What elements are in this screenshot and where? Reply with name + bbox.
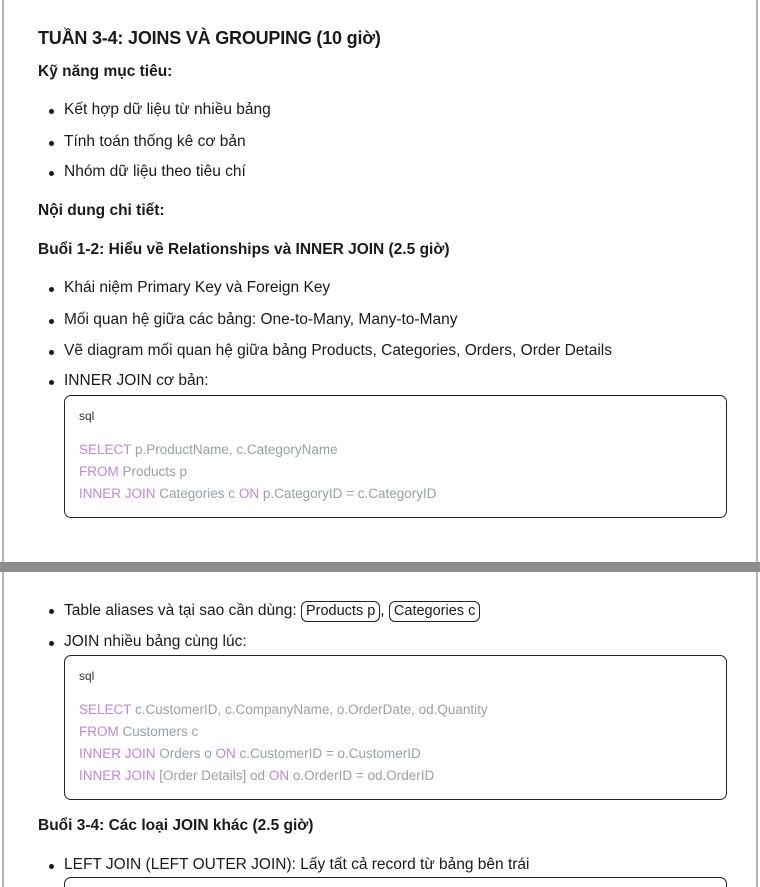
code-line [79, 743, 421, 765]
skills-heading: Kỹ năng mục tiêu: [38, 63, 173, 80]
code-keyword: SELECT [79, 442, 132, 457]
aliases-text: Table aliases và tại sao cần dùng: [64, 602, 301, 619]
list-item: Khái niệm Primary Key và Foreign Key [64, 279, 331, 296]
week-title: TUẦN 3-4: JOINS VÀ GROUPING (10 giờ) [38, 28, 381, 48]
code-keyword: FROM [79, 724, 119, 739]
code-text: Orders o [155, 746, 216, 761]
code-text: Products p [118, 464, 188, 479]
code-keyword: ON [238, 486, 260, 501]
code-language-label: sql [79, 409, 95, 423]
session-3-4-heading: Buổi 3-4: Các loại JOIN khác (2.5 giờ) [38, 817, 314, 834]
code-block-partial [64, 877, 727, 887]
code-line [79, 439, 338, 461]
code-keyword: INNER JOIN [79, 486, 156, 501]
page-edge [756, 0, 758, 562]
document-page-1 [2, 0, 758, 562]
list-item: Mối quan hệ giữa các bảng: One-to-Many, Many-to-Many [64, 311, 458, 328]
document-page-2 [2, 572, 758, 887]
code-text: o.OrderID = od.OrderID [289, 768, 435, 783]
details-heading: Nội dung chi tiết: [38, 202, 165, 219]
code-text: c.CustomerID, c.CompanyName, o.OrderDate, od.Quantity [131, 702, 488, 717]
code-text: [Order Details] od [155, 768, 269, 783]
page-edge [2, 572, 4, 887]
list-item: Kết hợp dữ liệu từ nhiều bảng [64, 101, 271, 118]
page-edge [756, 572, 758, 887]
list-item: Vẽ diagram mối quan hệ giữa bảng Products, Categories, Orders, Order Details [64, 342, 612, 359]
inline-code: Categories c [389, 601, 480, 622]
code-line [79, 721, 198, 743]
code-text: Customers c [118, 724, 199, 739]
code-keyword: INNER JOIN [79, 768, 156, 783]
code-text: Categories c [155, 486, 239, 501]
code-line [79, 765, 434, 787]
code-line [79, 699, 488, 721]
code-block-multi-join [64, 655, 727, 800]
code-keyword: INNER JOIN [79, 746, 156, 761]
session-1-2-heading: Buổi 1-2: Hiểu về Relationships và INNER JOIN (2.5 giờ) [38, 241, 450, 258]
separator: , [380, 602, 389, 619]
list-item-aliases [64, 601, 480, 622]
list-item: JOIN nhiều bảng cùng lúc: [64, 633, 247, 650]
page-break [0, 562, 760, 572]
code-line [79, 483, 437, 505]
code-keyword: ON [215, 746, 236, 761]
code-keyword: SELECT [79, 702, 132, 717]
list-item: INNER JOIN cơ bản: [64, 372, 209, 389]
code-line [79, 461, 187, 483]
inline-code: Products p [301, 601, 380, 622]
code-text: p.ProductName, c.CategoryName [131, 442, 338, 457]
code-keyword: ON [268, 768, 290, 783]
list-item: LEFT JOIN (LEFT OUTER JOIN): Lấy tất cả record từ bảng bên trái [64, 856, 530, 873]
code-text: c.CustomerID = o.CustomerID [235, 746, 421, 761]
list-item: Nhóm dữ liệu theo tiêu chí [64, 163, 246, 180]
code-keyword: FROM [79, 464, 119, 479]
code-language-label: sql [79, 669, 95, 683]
list-item: Tính toán thống kê cơ bản [64, 133, 246, 150]
code-block-inner-join [64, 395, 727, 518]
page-edge [2, 0, 4, 562]
code-text: p.CategoryID = c.CategoryID [259, 486, 437, 501]
